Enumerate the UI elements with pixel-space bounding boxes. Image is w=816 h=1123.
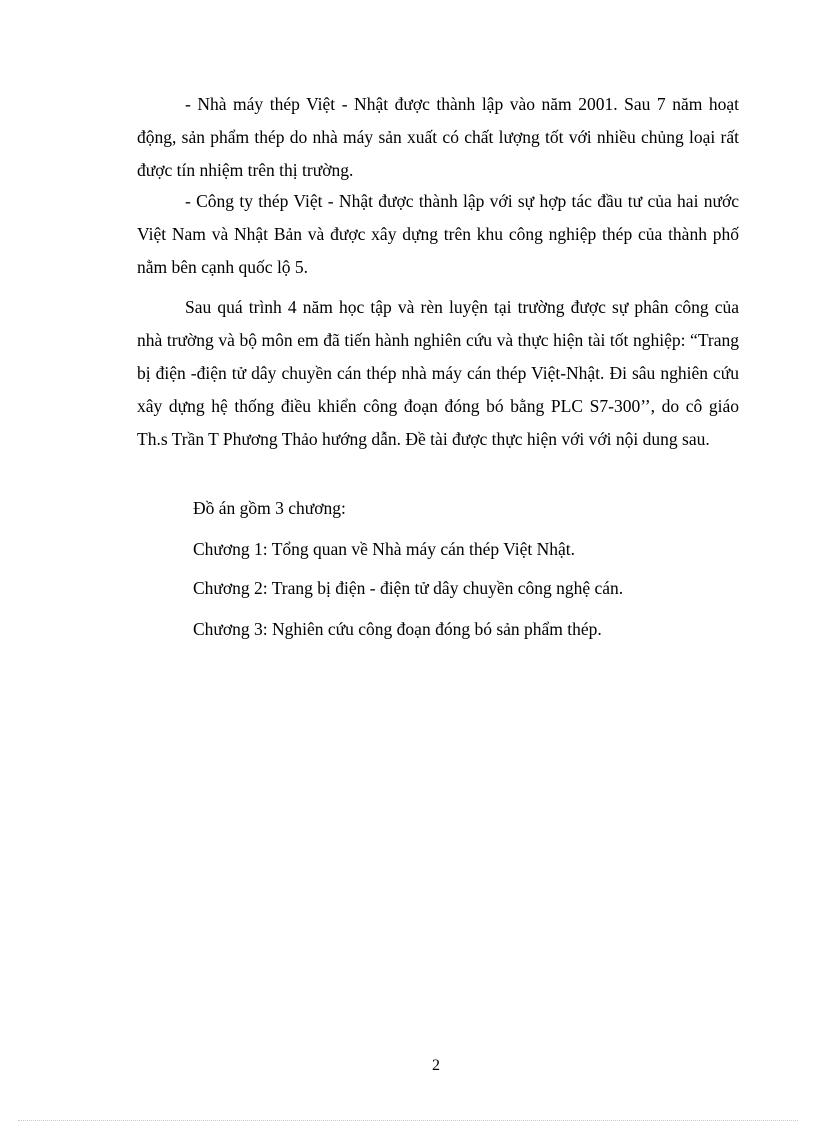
paragraph-thesis-topic xyxy=(137,291,739,456)
paragraph-company-cooperation xyxy=(137,185,739,284)
paragraph-text: - Công ty thép Việt - Nhật được thành lập với sự hợp tác đầu tư của hai nước Việt Nam và Nhật Bản và được xây dựng trên khu công nghiệp thép của thành phố nằm bên cạnh quốc lộ 5. xyxy=(137,191,739,277)
chapter-1-line: Chương 1: Tổng quan về Nhà máy cán thép Việt Nhật. xyxy=(193,539,576,559)
paragraph-factory-founding xyxy=(137,88,739,187)
outline-intro: Đồ án gồm 3 chương: xyxy=(193,498,346,518)
chapter-3-line: Chương 3: Nghiên cứu công đoạn đóng bó sản phẩm thép. xyxy=(193,619,602,639)
page-bottom-divider xyxy=(18,1120,798,1121)
paragraph-text: - Nhà máy thép Việt - Nhật được thành lập vào năm 2001. Sau 7 năm hoạt động, sản phẩm thép do nhà máy sản xuất có chất lượng tốt với nhiều chủng loại rất được tín nhiệm trên thị trường. xyxy=(137,94,739,180)
paragraph-text: Sau quá trình 4 năm học tập và rèn luyện tại trường được sự phân công của nhà trường và bộ môn em đã tiến hành nghiên cứu và thực hiện tài tốt nghiệp: “Trang bị điện -điện tử dây chuyền cán thép nhà máy cán thép Việt-Nhật. Đi sâu nghiên cứu xây dựng hệ thống điều khiển công đoạn đóng bó bằng PLC S7-300’’, do cô giáo Th.s Trần T Phương Thảo hướng dẫn. Đề tài được thực hiện với với nội dung sau. xyxy=(137,297,739,449)
chapter-2-line: Chương 2: Trang bị điện - điện tử dây chuyền công nghệ cán. xyxy=(193,578,624,598)
page-number: 2 xyxy=(432,1057,440,1074)
